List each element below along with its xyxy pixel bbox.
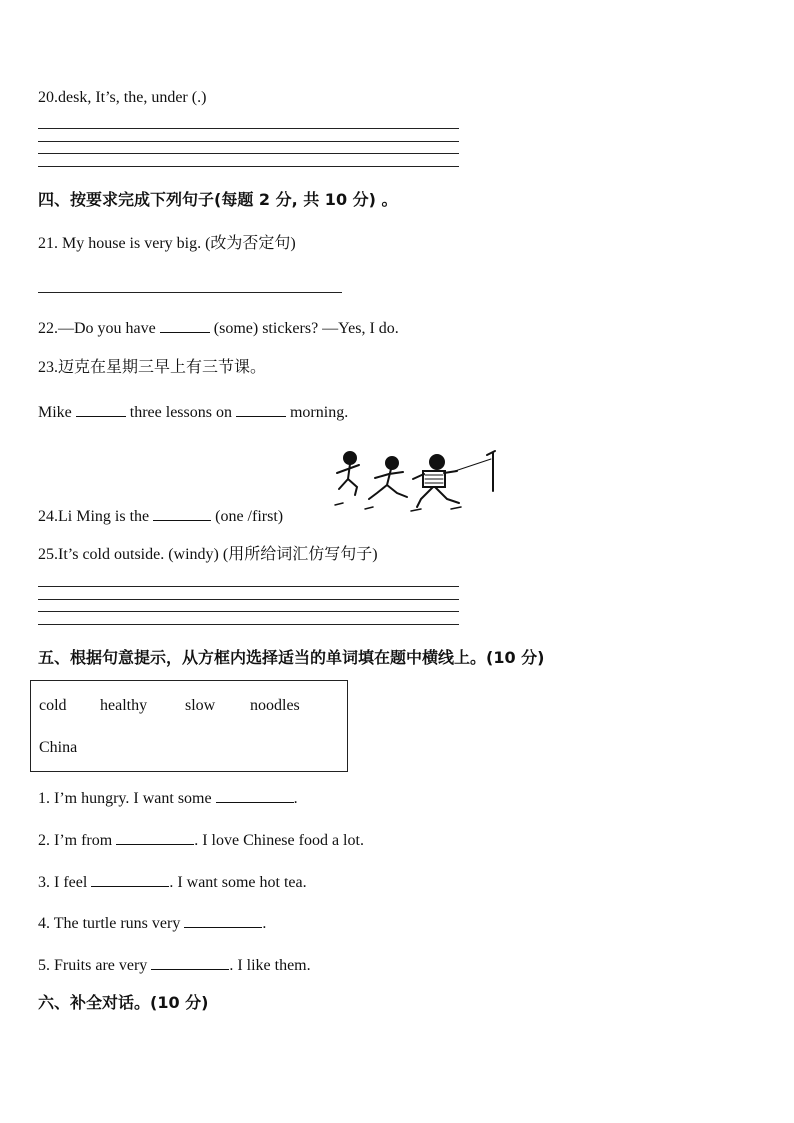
- runners-icon: [325, 447, 505, 517]
- blank-5-3[interactable]: [91, 870, 169, 887]
- word-bank-box: [30, 680, 348, 772]
- question-24-post: (one /first): [211, 508, 284, 525]
- question-23-chinese: 23.迈克在星期三早上有三节课。: [38, 359, 267, 376]
- blank-23-1[interactable]: [76, 400, 126, 417]
- answer-line-25-2: [38, 599, 459, 600]
- question-20: 20.desk, It’s, the, under (.): [38, 89, 207, 106]
- blank-5-4[interactable]: [184, 911, 262, 928]
- question-24: [38, 504, 283, 527]
- item-2-post: . I love Chinese food a lot.: [194, 832, 364, 849]
- word-bank-item: healthy: [100, 697, 148, 714]
- answer-line-20-2: [38, 141, 459, 142]
- item-4-post: .: [262, 915, 267, 932]
- section-5-heading: 五、根据句意提示，从方框内选择适当的单词填在题中横线上。(10 分): [38, 648, 545, 667]
- question-23-part-a: Mike: [38, 404, 76, 421]
- blank-5-2[interactable]: [116, 828, 194, 845]
- section-5-item-1: [38, 786, 298, 809]
- question-21: 21. My house is very big. (改为否定句): [38, 235, 296, 252]
- item-2-pre: 2. I’m from: [38, 832, 117, 849]
- item-5-post: . I like them.: [229, 957, 311, 974]
- item-4-pre: 4. The turtle runs very: [38, 915, 185, 932]
- blank-5-5[interactable]: [151, 953, 229, 970]
- question-24-pre: 24.Li Ming is the: [38, 508, 154, 525]
- answer-line-25-4: [38, 624, 459, 625]
- blank-24[interactable]: [153, 504, 211, 521]
- answer-line-20-3: [38, 153, 459, 154]
- question-22-post: (some) stickers? —Yes, I do.: [209, 320, 399, 337]
- question-23-part-c: morning.: [285, 404, 349, 421]
- section-6-heading: 六、补全对话。(10 分): [38, 993, 209, 1012]
- answer-line-21: [38, 292, 342, 293]
- word-bank-item: China: [39, 739, 78, 756]
- item-5-pre: 5. Fruits are very: [38, 957, 152, 974]
- word-bank-item: slow: [185, 697, 216, 714]
- section-5-item-5: [38, 953, 311, 976]
- question-22-pre: 22.—Do you have: [38, 320, 160, 337]
- item-3-post: . I want some hot tea.: [169, 874, 307, 891]
- question-25: 25.It’s cold outside. (windy) (用所给词汇仿写句子): [38, 546, 378, 563]
- answer-line-25-3: [38, 611, 459, 612]
- blank-23-2[interactable]: [236, 400, 286, 417]
- item-1-post: .: [293, 790, 298, 807]
- item-3-pre: 3. I feel: [38, 874, 92, 891]
- section-4-heading: 四、按要求完成下列句子(每题 2 分, 共 10 分) 。: [38, 190, 398, 209]
- answer-line-20-4: [38, 166, 459, 167]
- answer-line-25-1: [38, 586, 459, 587]
- section-5-item-4: [38, 911, 266, 934]
- question-22: [38, 316, 399, 339]
- question-23-part-b: three lessons on: [125, 404, 236, 421]
- item-1-pre: 1. I’m hungry. I want some: [38, 790, 216, 807]
- section-5-item-3: [38, 870, 307, 893]
- blank-5-1[interactable]: [216, 786, 294, 803]
- section-5-item-2: [38, 828, 364, 851]
- answer-line-20-1: [38, 128, 459, 129]
- word-bank-item: noodles: [250, 697, 300, 714]
- blank-22[interactable]: [160, 316, 210, 333]
- question-23-english: [38, 400, 348, 423]
- word-bank-item: cold: [39, 697, 67, 714]
